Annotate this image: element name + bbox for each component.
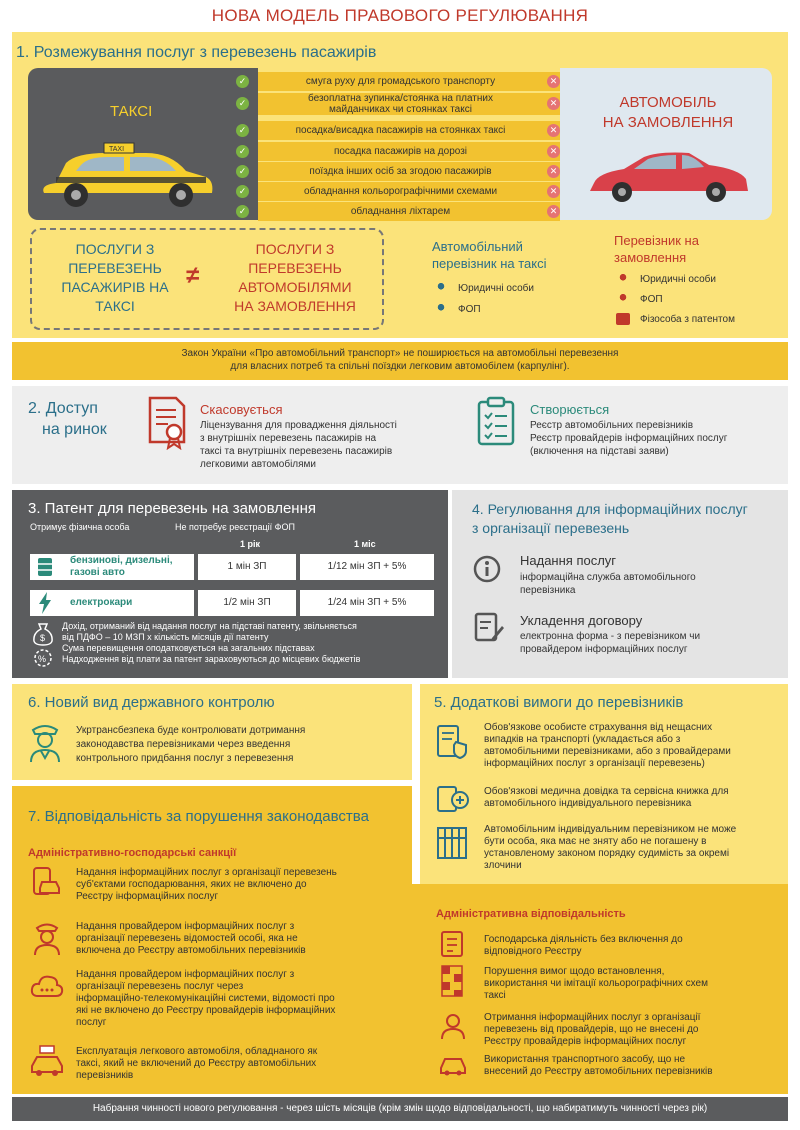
list-item: ФОП — [434, 303, 481, 315]
checker-pattern-icon — [440, 964, 464, 998]
phone-taxi-icon — [30, 866, 62, 898]
column-year: 1 рік — [240, 539, 261, 549]
people-icon — [616, 273, 630, 285]
list-item: ✓ смуга руху для громадського транспорту ✕ — [258, 72, 560, 91]
check-icon: ✓ — [236, 145, 249, 158]
contract-heading: Укладення договору — [520, 613, 643, 628]
contract-text: електронна форма - з перевізником чи провайдером інформаційних послуг — [520, 631, 701, 655]
section-3-title: 3. Патент для перевезень на замовлення — [28, 500, 316, 517]
admin-econ-sanctions-heading: Адміністративно-господарські санкції — [28, 847, 237, 859]
taxi-car-small-icon — [28, 1044, 66, 1078]
percent-gear-icon — [33, 648, 53, 668]
check-icon: ✓ — [236, 75, 249, 88]
taxi-car-icon — [36, 135, 216, 210]
car-label-line2: НА ЗАМОВЛЕННЯ — [602, 114, 734, 131]
law-note-text: Закон України «Про автомобільний транспорт» не поширюється на автомобільні перевезення для власних потреб та спільні поїздки легковим автомобілем (карпулінг). — [181, 348, 619, 372]
fuel-vehicle-label: бензинові, дизельні, газові авто — [70, 555, 173, 578]
taxi-label: ТАКСІ — [110, 103, 153, 120]
insurance-document-icon — [436, 724, 468, 760]
car-icon — [438, 1054, 468, 1076]
info-icon — [472, 554, 502, 584]
cancelled-heading: Скасовується — [200, 402, 283, 417]
check-icon: ✓ — [236, 205, 249, 218]
sanction-item-1: Надання інформаційних послуг з організації перевезень суб'єктами господарювання, яких не включено до Реєстру інформаційних послуг — [76, 867, 337, 902]
taxi-services-label: ПОСЛУГИ З ПЕРЕВЕЗЕНЬ ПАСАЖИРІВ НА ТАКСІ — [61, 241, 169, 314]
fuel-year-price: 1 мін ЗП — [198, 554, 296, 580]
sanction-item-3: Надання провайдером інформаційних послуг з організації перевезень послуг через інформаційно-телекомунікаційні системи, відомості про які не включено до Реєстру провайдерів інформаційних послуг — [76, 969, 336, 1028]
list-item: ФОП — [616, 293, 663, 305]
liability-item-2: Порушення вимог щодо встановлення, використання чи імітації кольорографічних схем таксі — [484, 966, 708, 1001]
order-carrier-title: Перевізник на замовлення — [614, 233, 699, 265]
lightning-icon — [38, 592, 52, 614]
people-icon — [434, 282, 448, 294]
liability-item-1: Господарська діяльність без включення до відповідного Реєстру — [484, 934, 683, 957]
column-month: 1 міс — [354, 539, 376, 549]
list-item: ✓ посадка пасажирів на дорозі ✕ — [258, 142, 560, 161]
medical-book-icon — [436, 784, 470, 814]
cross-icon: ✕ — [547, 75, 560, 88]
cloud-network-icon — [30, 972, 64, 1000]
id-card-icon — [616, 313, 630, 325]
created-heading: Створюється — [530, 402, 610, 417]
cross-icon: ✕ — [547, 185, 560, 198]
taxi-carrier-title: Автомобільний перевізник на таксі — [432, 239, 547, 271]
not-equal-icon: ≠ — [186, 262, 200, 289]
electric-vehicle-label: електрокари — [70, 597, 133, 608]
patent-notes: Дохід, отриманий від надання послуг на підставі патенту, звільняється від ПДФО – 10 МЗП х кількість місяців дії патенту Сума перевищення оподатковується на загальних підставах Надходження від плати за патент зараховуються до місцевих бюджетів — [62, 621, 361, 664]
clipboard-icon — [476, 396, 516, 446]
electric-year-price: 1/2 мін ЗП — [198, 590, 296, 616]
cross-icon: ✕ — [547, 145, 560, 158]
check-icon: ✓ — [236, 97, 249, 110]
svg-text:%: % — [38, 654, 47, 664]
list-item: Юридичні особи — [434, 282, 534, 294]
list-item: ✓ посадка/висадка пасажирів на стоянках таксі ✕ — [258, 121, 560, 140]
user-icon — [440, 1012, 466, 1040]
cross-icon: ✕ — [547, 205, 560, 218]
patent-no-fop-text: Не потребує реєстрації ФОП — [175, 522, 295, 532]
insurance-requirement-text: Обов'язкове особисте страхування від нещасних випадків на транспорті (укладається або з автомобільними перевізниками, або з провайдерами інформаційних послуг з організації перевезень) — [484, 722, 731, 769]
liability-item-4: Використання транспортного засобу, що не внесений до Реєстру автомобільних перевізників — [484, 1054, 713, 1077]
svg-text:$: $ — [40, 633, 46, 643]
section-6-title: 6. Новий вид державного контролю — [28, 694, 275, 711]
electric-month-price: 1/24 мін ЗП + 5% — [300, 590, 434, 616]
cross-icon: ✕ — [547, 124, 560, 137]
service-provision-text: інформаційна служба автомобільного перевізника — [520, 572, 696, 596]
patent-recipient-text: Отримує фізична особа — [30, 522, 130, 532]
page-title: НОВА МОДЕЛЬ ПРАВОВОГО РЕГУЛЮВАННЯ — [211, 6, 589, 25]
list-item: ✓ обладнання ліхтарем ✕ — [258, 202, 560, 221]
liability-item-3: Отримання інформаційних послуг з організації перевезень від провайдерів, що не внесені до Реєстру провайдерів інформаційних послуг — [484, 1012, 701, 1047]
created-text: Реєстр автомобільних перевізників Реєстр провайдерів інформаційних послуг (включення на підставі заяви) — [530, 420, 728, 457]
cross-icon: ✕ — [547, 165, 560, 178]
section-7-title: 7. Відповідальність за порушення законодавства — [28, 808, 369, 825]
edit-document-icon — [474, 612, 504, 644]
footer-text: Набрання чинності нового регулювання - через шість місяців (крім змін щодо відповідальності, що набиратимуть чинності через рік) — [92, 1103, 708, 1114]
service-provision-heading: Надання послуг — [520, 553, 617, 568]
sanction-item-4: Експлуатація легкового автомобіля, обладнаного як таксі, який не включений до Реєстру автомобільних перевізників — [76, 1046, 318, 1081]
car-label-line1: АВТОМОБІЛЬ — [619, 94, 717, 111]
check-icon: ✓ — [236, 185, 249, 198]
list-item: ✓ поїздка інших осіб за згодою пасажирів ✕ — [258, 162, 560, 181]
section-2-title: 2. Доступ на ринок — [28, 400, 107, 438]
list-item: ✓ безоплатна зупинка/стоянка на платних майданчиках чи стоянках таксі ✕ — [258, 93, 560, 115]
sanction-item-2: Надання провайдером інформаційних послуг з організації перевезень відомостей особі, яка не включена до Реєстру автомобільних перевізників — [76, 921, 306, 956]
list-item: Фізособа з патентом — [616, 313, 735, 325]
person-icon — [616, 293, 630, 305]
taxi-roof-sign: TAXI — [109, 146, 125, 153]
medical-requirement-text: Обов'язкові медична довідка та сервісна книжка для автомобільного індивідуального перевізника — [484, 786, 729, 809]
list-item: Юридичні особи — [616, 273, 716, 285]
inspector-icon — [28, 720, 62, 764]
section-4-title: 4. Регулювання для інформаційних послуг з організації перевезень — [472, 501, 748, 536]
fuel-month-price: 1/12 мін ЗП + 5% — [300, 554, 434, 580]
red-car-icon — [584, 145, 754, 205]
section-1-title: 1. Розмежування послуг з перевезень пасажирів — [16, 44, 377, 61]
fuel-barrel-icon — [36, 557, 54, 577]
cross-icon: ✕ — [547, 97, 560, 110]
check-icon: ✓ — [236, 124, 249, 137]
prison-bars-icon — [436, 826, 468, 860]
car-on-order-label — [585, 93, 751, 133]
provider-person-icon — [32, 920, 62, 956]
order-services-label: ПОСЛУГИ З ПЕРЕВЕЗЕНЬ АВТОМОБІЛЯМИ НА ЗАМОВЛЕННЯ — [234, 241, 356, 314]
money-bag-icon — [32, 622, 54, 646]
certificate-icon — [146, 396, 188, 450]
cancelled-text: Ліцензування для провадження діяльності з внутрішніх перевезень пасажирів на таксі та внутрішніх перевезень пасажирів легковими автомобілями — [200, 420, 397, 470]
person-icon — [434, 303, 448, 315]
list-item: ✓ обладнання кольорографічними схемами ✕ — [258, 182, 560, 201]
admin-liability-heading: Адміністративна відповідальність — [436, 908, 626, 920]
section-6-text: Укртрансбезпека буде контролювати дотримання законодавства перевізниками через введення контрольного придбання послуг з перевезення — [76, 725, 306, 764]
section-5-title: 5. Додаткові вимоги до перевізників — [434, 694, 684, 711]
check-icon: ✓ — [236, 165, 249, 178]
checklist-icon — [440, 930, 464, 958]
criminal-record-text: Автомобільним індивідуальним перевізником не може бути особа, яка має не зняту або не погашену в установленому законом порядку судимість за окремі злочини — [484, 824, 737, 871]
